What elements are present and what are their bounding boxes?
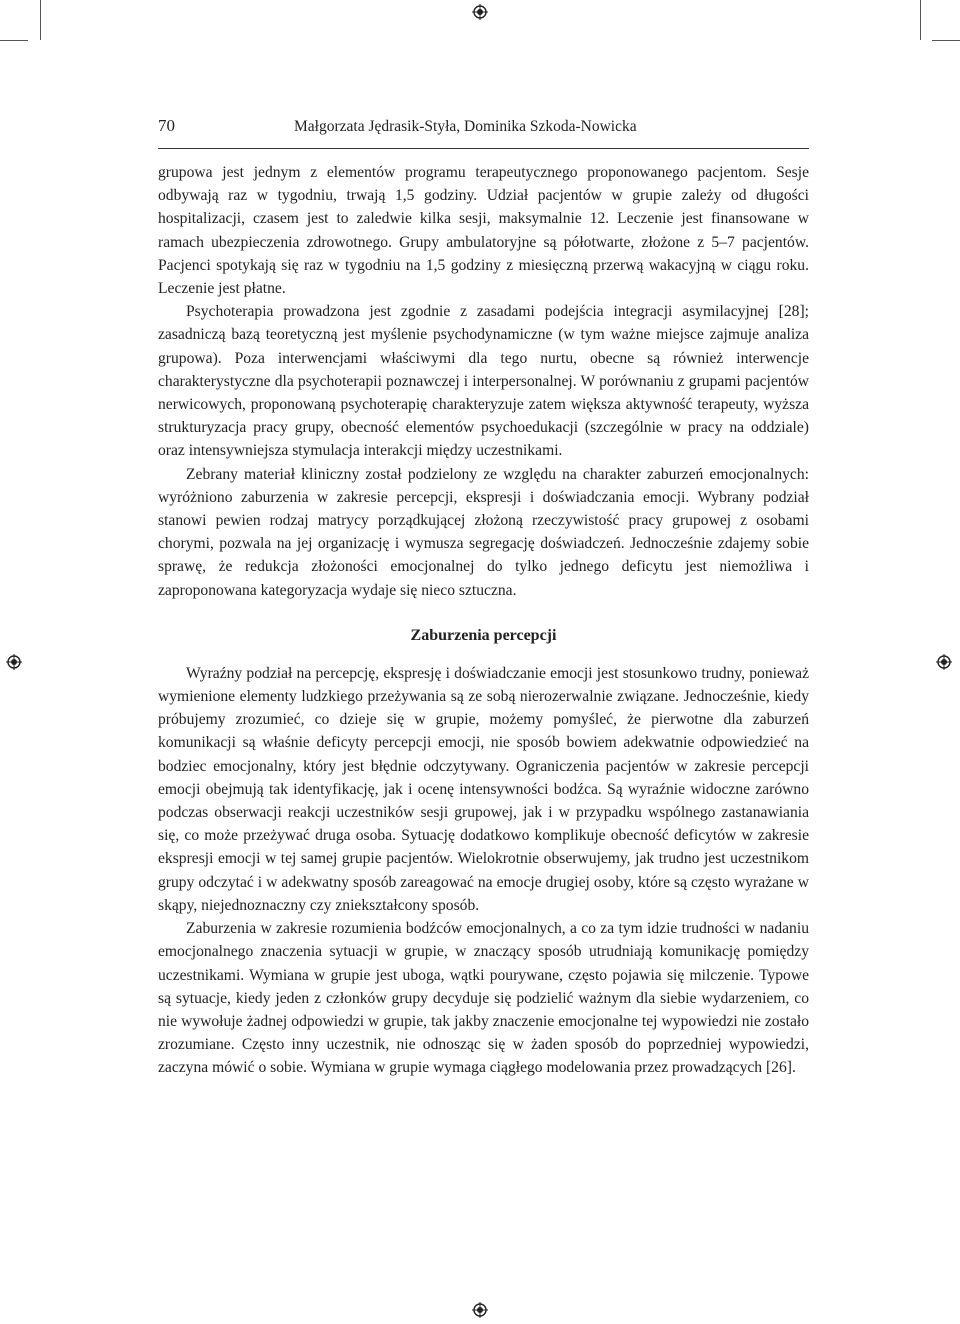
registration-mark-right-icon [936,654,952,670]
crop-mark-top-right-h [932,40,960,41]
body-text [158,161,809,1080]
paragraph: Zebrany materiał kliniczny został podzielony ze względu na charakter zaburzeń emocjonalnych: wyróżniono zaburzenia w zakresie percepcji, ekspresji i doświadczania emocji. Wybrany podział stanowi pewien rodzaj matrycy porządkującej złożoną rzeczywistość pracy grupowej z osobami chorymi, pozwala na jej organizację i wymusza segregację doświadczeń. Jednocześnie zdajemy sobie sprawę, że redukcja złożoności emocjonalnej do tylko jednego deficytu jest niemożliwa i zaproponowana kategoryzacja wydaje się nieco sztuczna. [158,465,809,599]
page-number: 70 [158,116,175,135]
running-head: Małgorzata Jędrasik-Styła, Dominika Szkoda-Nowicka [294,118,637,135]
paragraph: grupowa jest jednym z elementów programu terapeutycznego proponowanego pacjentom. Sesje odbywają raz w tygodniu, trwają 1,5 godziny. Udział pacjentów w grupie zależy od długości hospitalizacji, czasem jest to zaledwie kilka sesji, maksymalnie 12. Leczenie jest finansowane w ramach ubezpieczenia zdrowotnego. Grupy ambulatoryjne są półotwarte, złożone z 5–7 pacjentów. Pacjenci spotykają się raz w tygodniu na 1,5 godziny z miesięczną przerwą wakacyjną w ciągu roku. Leczenie jest płatne. [158,164,809,298]
registration-mark-bottom-icon [472,1302,488,1318]
section-heading: Zaburzenia percepcji [410,626,557,644]
paragraph: Psychoterapia prowadzona jest zgodnie z zasadami podejścia integracji asymilacyjnej [28]; zasadniczą bazą teoretyczną jest myślenie psychodynamiczne (w tym ważne miejsce zajmuje analiza grupowa). Poza interwencjami właściwymi dla tego nurtu, obecne są również interwencje charakterystyczne dla psychoterapii poznawczej i interpersonalnej. W porównaniu z grupami pacjentów nerwicowych, proponowaną psychoterapię charakteryzuje zatem większa aktywność terapeuty, wyższa strukturyzacja pracy grupy, obecność elementów psychoedukacji (szczególnie w pracy na oddziale) oraz intensywniejsza stymulacja interakcji między uczestnikami. [158,303,809,460]
registration-mark-top-icon [472,4,488,20]
crop-mark-top-left [40,0,41,40]
crop-mark-top-right [920,0,921,40]
registration-mark-left-icon [6,654,22,670]
header-rule [158,148,809,149]
paragraph: Wyraźny podział na percepcję, ekspresję i doświadczanie emocji jest stosunkowo trudny, ponieważ wymienione elementy ludzkiego przeżywania są ze sobą nierozerwalnie związane. Jednocześnie, kiedy próbujemy zrozumieć, co dzieje się w grupie, możemy pomyśleć, że pierwotne dla zaburzeń komunikacji są właśnie deficyty percepcji emocji, nie sposób bowiem adekwatnie odpowiedzieć na bodziec emocjonalny, który jest błędnie odczytywany. Ograniczenia pacjentów w zakresie percepcji emocji obejmują tak identyfikację, jak i ocenę intensywności bodźca. Są wyraźnie widoczne zarówno podczas obserwacji reakcji uczestników sesji grupowej, jak i w przypadku wspólnego zastanawiania się, co może przeżywać druga osoba. Sytuację dodatkowo komplikuje obecność deficytów w zakresie ekspresji emocji w tej samej grupie pacjentów. Wielokrotnie obserwujemy, jak trudno jest uczestnikom grupy odczytać i w adekwatny sposób zareagować na emocje drugiej osoby, które są często wyrażane w skąpy, niejednoznaczny czy zniekształcony sposób. [158,664,809,914]
paragraph: Zaburzenia w zakresie rozumienia bodźców emocjonalnych, a co za tym idzie trudności w nadaniu emocjonalnego znaczenia sytuacji w grupie, w znaczący sposób utrudniają komunikację pomiędzy uczestnikami. Wymiana w grupie jest uboga, wątki pourywane, często pojawia się milczenie. Typowe są sytuacje, kiedy jeden z członków grupy decyduje się podzielić ważnym dla siebie wydarzeniem, co nie wywołuje żadnej odpowiedzi w grupie, tak jakby znaczenie emocjonalne tej wypowiedzi nie zostało zrozumiane. Często inny uczestnik, nie odnosząc się w żaden sposób do poprzedniej wypowiedzi, zaczyna mówić o sobie. Wymiana w grupie wymaga ciągłego modelowania przez prowadzących [26]. [158,920,809,1077]
page-header [158,116,808,140]
crop-mark-top-left-h [0,40,28,41]
